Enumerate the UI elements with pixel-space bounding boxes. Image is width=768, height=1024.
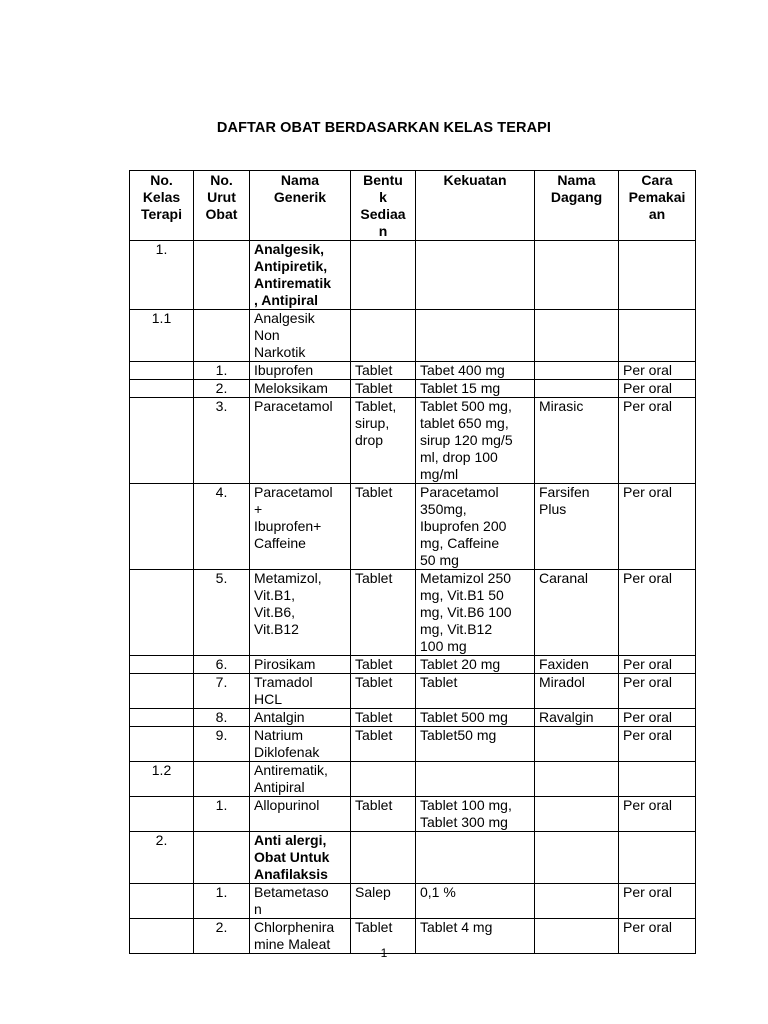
cell-kekuatan: Tablet50 mg	[416, 727, 535, 762]
table-row	[130, 310, 696, 362]
cell-kekuatan: Paracetamol 350mg, Ibuprofen 200 mg, Caffeine 50 mg	[416, 484, 535, 570]
table-row	[130, 570, 696, 656]
table-row	[130, 398, 696, 484]
cell-kekuatan: Tabet 400 mg	[416, 362, 535, 380]
cell-bentuk: Tablet	[351, 484, 416, 570]
cell-kelas	[130, 380, 194, 398]
cell-kekuatan	[416, 310, 535, 362]
cell-cara: Per oral	[619, 484, 696, 570]
cell-dagang	[535, 362, 619, 380]
cell-cara	[619, 241, 696, 310]
cell-dagang	[535, 310, 619, 362]
cell-kelas	[130, 884, 194, 919]
header-generik: Nama Generik	[250, 171, 351, 241]
cell-dagang	[535, 797, 619, 832]
table-row	[130, 884, 696, 919]
cell-urut	[194, 832, 250, 884]
table-row	[130, 797, 696, 832]
header-dagang: Nama Dagang	[535, 171, 619, 241]
cell-dagang	[535, 380, 619, 398]
cell-bentuk: Tablet	[351, 919, 416, 954]
cell-urut: 2.	[194, 919, 250, 954]
cell-dagang	[535, 884, 619, 919]
cell-kelas: 1.2	[130, 762, 194, 797]
cell-dagang	[535, 241, 619, 310]
cell-bentuk: Tablet, sirup, drop	[351, 398, 416, 484]
cell-bentuk	[351, 241, 416, 310]
cell-cara: Per oral	[619, 727, 696, 762]
cell-cara: Per oral	[619, 919, 696, 954]
cell-cara: Per oral	[619, 380, 696, 398]
cell-kelas: 2.	[130, 832, 194, 884]
cell-generik: Antirematik, Antipiral	[250, 762, 351, 797]
cell-dagang	[535, 832, 619, 884]
cell-generik: Tramadol HCL	[250, 674, 351, 709]
cell-generik: Ibuprofen	[250, 362, 351, 380]
cell-kelas	[130, 709, 194, 727]
cell-bentuk: Tablet	[351, 380, 416, 398]
cell-kekuatan	[416, 762, 535, 797]
table-row	[130, 674, 696, 709]
cell-generik: Paracetamol	[250, 398, 351, 484]
cell-urut: 2.	[194, 380, 250, 398]
cell-bentuk: Tablet	[351, 362, 416, 380]
cell-bentuk: Tablet	[351, 570, 416, 656]
cell-kelas: 1.1	[130, 310, 194, 362]
header-urut: No. Urut Obat	[194, 171, 250, 241]
cell-kekuatan: Metamizol 250 mg, Vit.B1 50 mg, Vit.B6 100 mg, Vit.B12 100 mg	[416, 570, 535, 656]
table-header-row	[130, 171, 696, 241]
table-row	[130, 727, 696, 762]
cell-cara	[619, 762, 696, 797]
cell-kekuatan: 0,1 %	[416, 884, 535, 919]
table-row	[130, 241, 696, 310]
cell-dagang: Mirasic	[535, 398, 619, 484]
cell-generik: Metamizol, Vit.B1, Vit.B6, Vit.B12	[250, 570, 351, 656]
cell-cara	[619, 832, 696, 884]
cell-urut: 1.	[194, 362, 250, 380]
cell-kelas	[130, 362, 194, 380]
header-cara: Cara Pemakai an	[619, 171, 696, 241]
cell-generik: Betametaso n	[250, 884, 351, 919]
cell-kekuatan: Tablet 500 mg, tablet 650 mg, sirup 120 mg/5 ml, drop 100 mg/ml	[416, 398, 535, 484]
cell-dagang	[535, 762, 619, 797]
page-number: 1	[380, 946, 388, 960]
cell-bentuk: Tablet	[351, 656, 416, 674]
cell-urut: 9.	[194, 727, 250, 762]
cell-kelas	[130, 398, 194, 484]
header-kekuatan: Kekuatan	[416, 171, 535, 241]
cell-generik: Analgesik Non Narkotik	[250, 310, 351, 362]
cell-kekuatan: Tablet	[416, 674, 535, 709]
cell-kelas	[130, 674, 194, 709]
table-row	[130, 709, 696, 727]
header-kelas: No. Kelas Terapi	[130, 171, 194, 241]
table-row	[130, 656, 696, 674]
cell-generik: Allopurinol	[250, 797, 351, 832]
cell-generik: Meloksikam	[250, 380, 351, 398]
cell-dagang	[535, 727, 619, 762]
cell-urut: 7.	[194, 674, 250, 709]
cell-cara: Per oral	[619, 674, 696, 709]
table-row	[130, 762, 696, 797]
cell-dagang: Ravalgin	[535, 709, 619, 727]
cell-bentuk: Salep	[351, 884, 416, 919]
cell-kelas	[130, 570, 194, 656]
cell-dagang: Miradol	[535, 674, 619, 709]
cell-generik: Anti alergi, Obat Untuk Anafilaksis	[250, 832, 351, 884]
cell-bentuk: Tablet	[351, 727, 416, 762]
cell-urut: 5.	[194, 570, 250, 656]
table-row	[130, 832, 696, 884]
cell-cara: Per oral	[619, 884, 696, 919]
cell-urut: 1.	[194, 797, 250, 832]
cell-kekuatan: Tablet 100 mg, Tablet 300 mg	[416, 797, 535, 832]
cell-dagang: Farsifen Plus	[535, 484, 619, 570]
table-row	[130, 380, 696, 398]
cell-bentuk: Tablet	[351, 709, 416, 727]
cell-bentuk: Tablet	[351, 797, 416, 832]
cell-generik: Natrium Diklofenak	[250, 727, 351, 762]
cell-cara: Per oral	[619, 656, 696, 674]
cell-cara: Per oral	[619, 570, 696, 656]
cell-bentuk	[351, 832, 416, 884]
cell-urut	[194, 762, 250, 797]
cell-urut: 4.	[194, 484, 250, 570]
cell-urut: 6.	[194, 656, 250, 674]
cell-generik: Analgesik, Antipiretik, Antirematik , Antipiral	[250, 241, 351, 310]
cell-generik: Paracetamol + Ibuprofen+ Caffeine	[250, 484, 351, 570]
cell-kelas	[130, 797, 194, 832]
document-title: DAFTAR OBAT BERDASARKAN KELAS TERAPI	[216, 120, 552, 136]
cell-urut	[194, 241, 250, 310]
cell-cara	[619, 310, 696, 362]
cell-dagang: Caranal	[535, 570, 619, 656]
cell-kelas	[130, 484, 194, 570]
cell-urut	[194, 310, 250, 362]
cell-kekuatan: Tablet 20 mg	[416, 656, 535, 674]
cell-urut: 3.	[194, 398, 250, 484]
table-row	[130, 362, 696, 380]
cell-kelas	[130, 727, 194, 762]
cell-bentuk	[351, 310, 416, 362]
header-bentuk: Bentu k Sediaa n	[351, 171, 416, 241]
cell-kekuatan: Tablet 4 mg	[416, 919, 535, 954]
table-body	[130, 241, 696, 954]
drug-table	[129, 170, 696, 954]
cell-kekuatan	[416, 832, 535, 884]
cell-bentuk: Tablet	[351, 674, 416, 709]
cell-kekuatan	[416, 241, 535, 310]
cell-generik: Pirosikam	[250, 656, 351, 674]
table-row	[130, 484, 696, 570]
cell-generik: Chlorphenira mine Maleat	[250, 919, 351, 954]
cell-kelas: 1.	[130, 241, 194, 310]
cell-urut: 1.	[194, 884, 250, 919]
cell-generik: Antalgin	[250, 709, 351, 727]
cell-bentuk	[351, 762, 416, 797]
cell-cara: Per oral	[619, 398, 696, 484]
cell-urut: 8.	[194, 709, 250, 727]
cell-cara: Per oral	[619, 709, 696, 727]
cell-kelas	[130, 656, 194, 674]
cell-kekuatan: Tablet 500 mg	[416, 709, 535, 727]
cell-cara: Per oral	[619, 797, 696, 832]
cell-cara: Per oral	[619, 362, 696, 380]
cell-dagang: Faxiden	[535, 656, 619, 674]
cell-kekuatan: Tablet 15 mg	[416, 380, 535, 398]
